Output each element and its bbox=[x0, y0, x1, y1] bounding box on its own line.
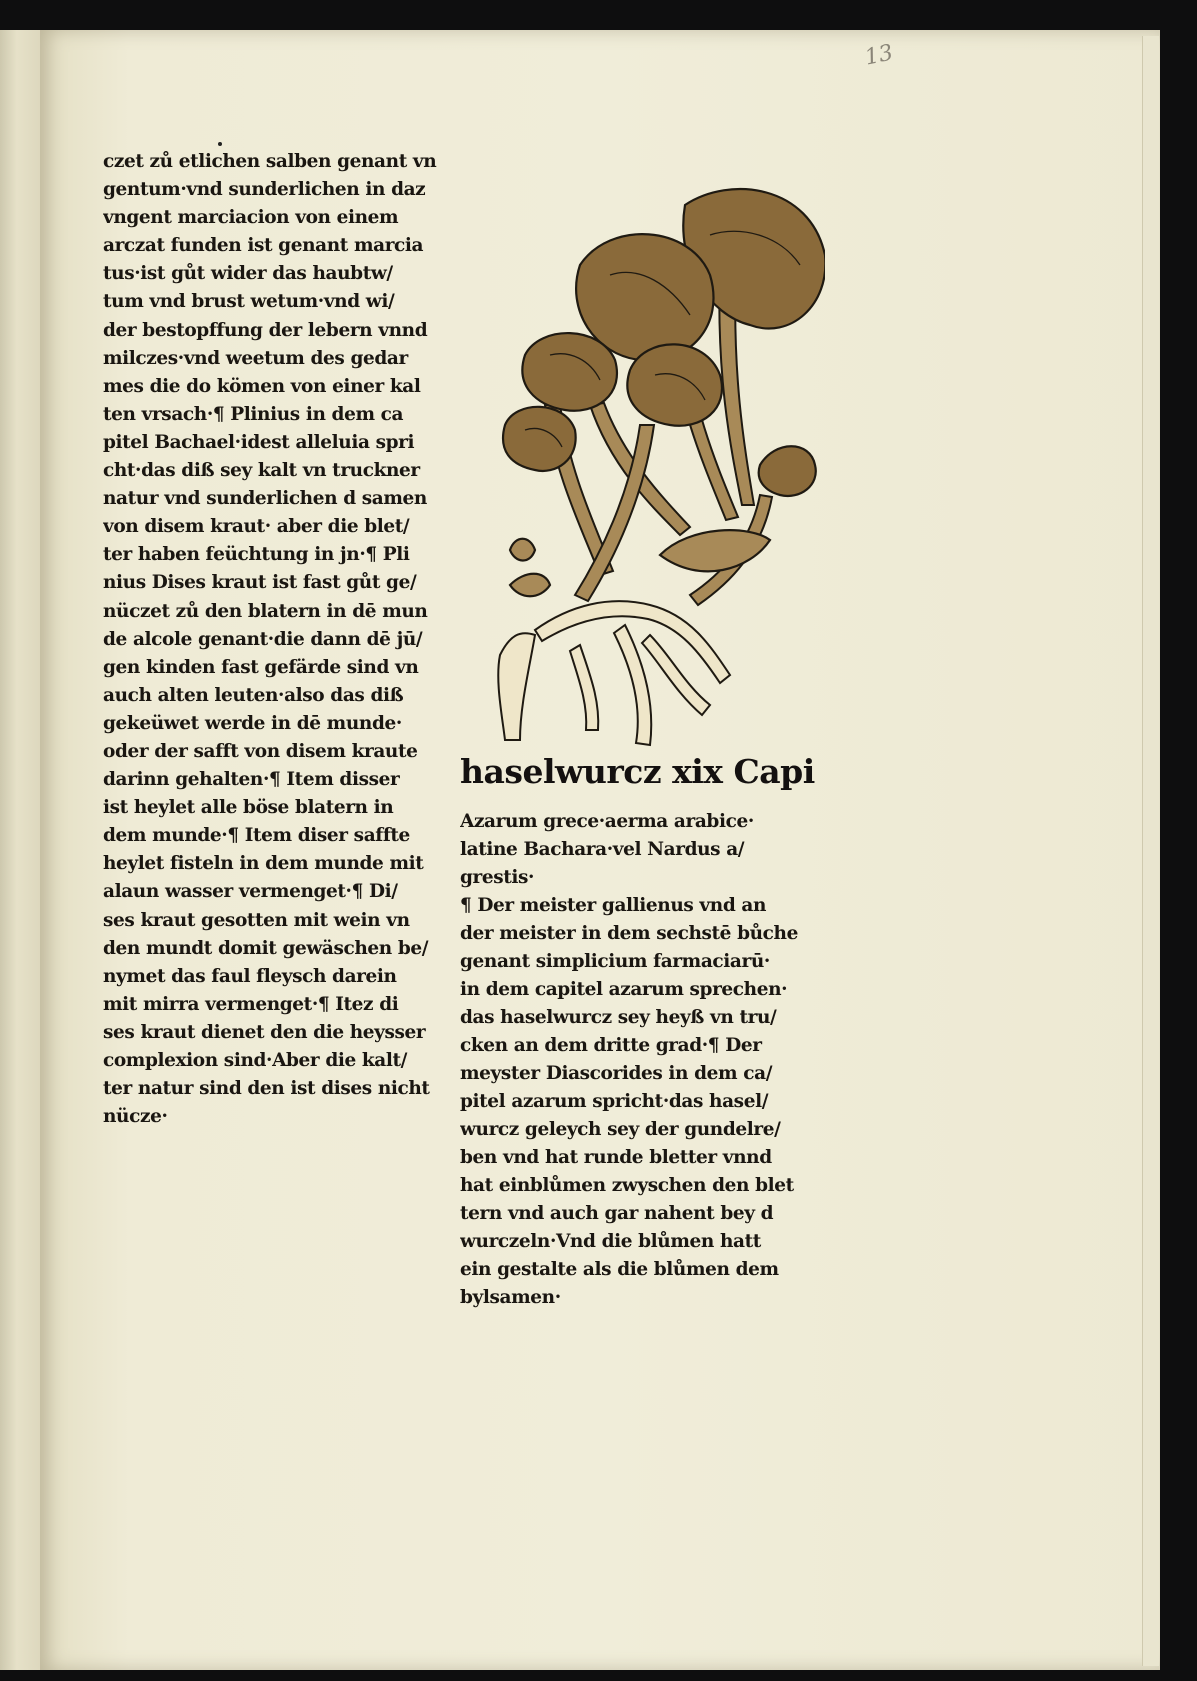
right-text-column bbox=[460, 808, 800, 1312]
text-line: pitel azarum spricht·das hasel/ bbox=[460, 1091, 769, 1112]
left-text-column bbox=[103, 148, 443, 1131]
text-line: ses kraut dienet den die heysser bbox=[103, 1021, 426, 1043]
text-line: gentum·vnd sunderlichen in daz bbox=[103, 179, 426, 201]
text-line: natur vnd sunderlichen d samen bbox=[103, 488, 427, 510]
folio-number: 13 bbox=[862, 40, 896, 71]
text-line: arczat funden ist genant marcia bbox=[103, 235, 424, 257]
text-line: pitel Bachael·idest alleluia spri bbox=[103, 431, 415, 453]
text-line: auch alten leuten·also das diß bbox=[103, 684, 404, 706]
text-line: ses kraut gesotten mit wein vn bbox=[103, 909, 410, 931]
text-line: nius Dises kraut ist fast gůt ge/ bbox=[103, 572, 417, 594]
plant-roots bbox=[498, 601, 730, 745]
text-line: gekeüwet werde in dē munde· bbox=[103, 712, 402, 734]
ink-dot bbox=[218, 142, 222, 146]
text-line: darinn gehalten·¶ Item disser bbox=[103, 769, 400, 791]
text-line: ter natur sind den ist dises nicht bbox=[103, 1078, 430, 1100]
text-line: heylet fisteln in dem munde mit bbox=[103, 853, 424, 875]
text-line: ter haben feüchtung in jn·¶ Pli bbox=[103, 544, 410, 566]
text-line: cht·das diß sey kalt vn truckner bbox=[103, 460, 420, 482]
chapter-title: haselwurcz xix Capi bbox=[460, 752, 815, 791]
left-page-edge bbox=[0, 30, 42, 1670]
plant-leaves bbox=[503, 189, 825, 596]
text-line: von disem kraut· aber die blet/ bbox=[103, 516, 410, 538]
text-line: de alcole genant·die dann dē jū/ bbox=[103, 628, 423, 650]
text-line: der bestopffung der lebern vnnd bbox=[103, 319, 428, 341]
text-line: tum vnd brust wetum·vnd wi/ bbox=[103, 291, 395, 313]
text-line: hat einblůmen zwyschen den blet bbox=[460, 1175, 794, 1196]
text-line: mes die do kömen von einer kal bbox=[103, 375, 421, 397]
page-fore-edge bbox=[1142, 36, 1159, 1666]
text-line: ¶ Der meister gallienus vnd an bbox=[460, 895, 767, 916]
text-line: gen kinden fast gefärde sind vn bbox=[103, 656, 419, 678]
text-line: milczes·vnd weetum des gedar bbox=[103, 347, 408, 369]
text-line: ben vnd hat runde bletter vnnd bbox=[460, 1147, 772, 1168]
text-line: Azarum grece·aerma arabice· bbox=[460, 811, 754, 832]
text-line: nymet das faul fleysch darein bbox=[103, 965, 397, 987]
text-line: tus·ist gůt wider das haubtw/ bbox=[103, 263, 393, 285]
text-line: tern vnd auch gar nahent bey d bbox=[460, 1203, 774, 1224]
text-line: grestis· bbox=[460, 867, 535, 888]
text-line: latine Bachara·vel Nardus a/ bbox=[460, 839, 745, 860]
text-line: alaun wasser vermenget·¶ Di/ bbox=[103, 881, 398, 903]
text-line: das haselwurcz sey heyß vn tru/ bbox=[460, 1007, 777, 1028]
text-line: genant simplicium farmaciarū· bbox=[460, 951, 770, 972]
text-line: ein gestalte als die blůmen dem bbox=[460, 1259, 779, 1280]
text-line: vngent marciacion von einem bbox=[103, 207, 399, 229]
text-line: complexion sind·Aber die kalt/ bbox=[103, 1050, 408, 1071]
text-line: wurczeln·Vnd die blůmen hatt bbox=[460, 1231, 761, 1252]
text-line: nüczet zů den blatern in dē mun bbox=[103, 600, 428, 622]
text-line: ist heylet alle böse blatern in bbox=[103, 797, 394, 819]
text-line: nücze· bbox=[103, 1106, 168, 1128]
text-line: meyster Diascorides in dem ca/ bbox=[460, 1063, 773, 1084]
text-line: in dem capitel azarum sprechen· bbox=[460, 979, 788, 1000]
text-line: der meister in dem sechstē bůche bbox=[460, 923, 798, 944]
text-line: ten vrsach·¶ Plinius in dem ca bbox=[103, 403, 404, 425]
text-line: cken an dem dritte grad·¶ Der bbox=[460, 1035, 762, 1056]
text-line: czet zů etlichen salben genant vn bbox=[103, 151, 437, 172]
text-line: bylsamen· bbox=[460, 1287, 561, 1308]
text-line: wurcz geleych sey der gundelre/ bbox=[460, 1119, 781, 1140]
plant-illustration bbox=[480, 175, 825, 765]
text-line: mit mirra vermenget·¶ Itez di bbox=[103, 993, 399, 1015]
text-line: dem munde·¶ Item diser saffte bbox=[103, 825, 410, 847]
text-line: den mundt domit gewäschen be/ bbox=[103, 937, 429, 959]
text-line: oder der safft von disem kraute bbox=[103, 740, 418, 762]
